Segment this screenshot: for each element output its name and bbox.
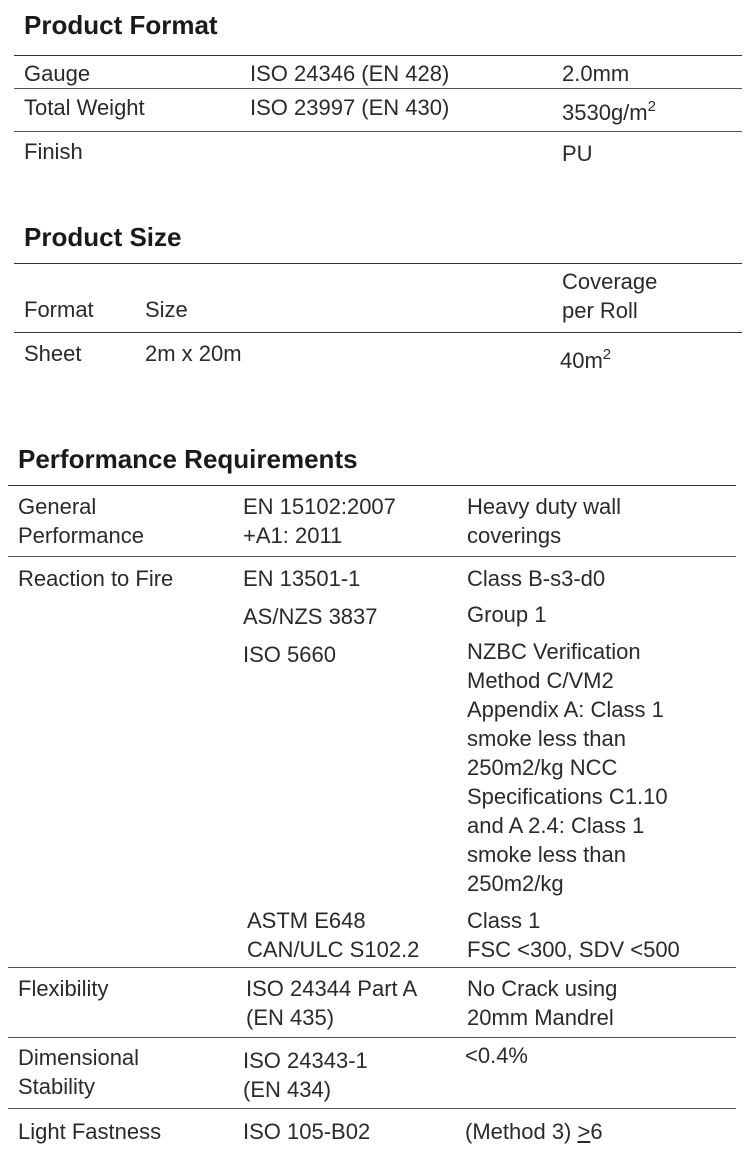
pf-gauge-label: Gauge	[24, 61, 91, 86]
performance-top-rule	[8, 485, 736, 486]
perf-fire-label: Reaction to Fire	[18, 566, 174, 591]
ps-header-rule	[14, 332, 742, 333]
perf-fire-std-as: AS/NZS 3837	[243, 604, 378, 629]
perf-row-divider	[8, 1108, 736, 1109]
ps-header-format: Format	[24, 297, 94, 322]
product-format-top-rule	[14, 55, 742, 56]
perf-light-label: Light Fastness	[18, 1119, 162, 1144]
perf-row-divider	[8, 1037, 736, 1038]
perf-dim-value: <0.4%	[465, 1043, 528, 1068]
ps-sheet-size: 2m x 20m	[145, 341, 242, 366]
pf-weight-value: $3530g/m^2$	[562, 98, 656, 125]
pf-weight-standard: ISO 23997 (EN 430)	[250, 95, 450, 120]
perf-fire-val-as: Group 1	[467, 602, 547, 627]
perf-fire-std-astm: ASTM E648 CAN/ULC S102.2	[247, 908, 420, 962]
perf-flex-value: No Crack using 20mm Mandrel	[467, 976, 618, 1030]
perf-fire-std-iso: ISO 5660	[243, 642, 336, 667]
perf-flex-standard: ISO 24344 Part A (EN 435)	[246, 976, 418, 1030]
perf-fire-std-en: EN 13501-1	[243, 566, 361, 591]
pf-gauge-value: 2.0mm	[562, 61, 630, 86]
perf-row-divider	[8, 967, 736, 968]
product-size-top-rule	[14, 263, 742, 264]
ps-header-coverage-2: per Roll	[562, 298, 638, 323]
product-format-title: Product Format	[24, 10, 218, 40]
pf-weight-label: Total Weight	[24, 95, 145, 120]
product-size-title: Product Size	[24, 222, 182, 252]
perf-light-value: (Method 3) >6	[465, 1119, 603, 1144]
pf-finish-value: PU	[562, 141, 593, 166]
ps-sheet-format: Sheet	[24, 341, 82, 366]
perf-dim-label: Dimensional Stability	[18, 1045, 140, 1099]
perf-flex-label: Flexibility	[18, 976, 109, 1001]
pf-row-divider	[14, 88, 742, 89]
perf-row-divider	[8, 556, 736, 557]
pf-finish-label: Finish	[24, 139, 83, 164]
pf-gauge-standard: ISO 24346 (EN 428)	[250, 61, 450, 86]
perf-general-standard: EN 15102:2007 +A1: 2011	[243, 494, 396, 548]
perf-general-label: General Performance	[18, 494, 144, 548]
perf-general-value: Heavy duty wall coverings	[467, 494, 622, 548]
ps-header-size: Size	[145, 297, 188, 322]
perf-light-standard: ISO 105-B02	[243, 1119, 371, 1144]
ps-header-coverage-1: Coverage	[562, 269, 658, 294]
pf-row-divider	[14, 131, 742, 132]
ps-sheet-coverage: $40m^2$	[560, 346, 612, 373]
perf-dim-standard: ISO 24343-1 (EN 434)	[243, 1048, 368, 1102]
perf-fire-val-astm: Class 1 FSC <300, SDV <500	[467, 908, 680, 962]
performance-title: Performance Requirements	[18, 444, 358, 474]
perf-fire-val-iso: NZBC Verification Method C/VM2 Appendix A: Class 1 smoke less than 250m2/kg NCC Specifications C1.10 and A 2.4: Class 1 smoke less than 250m2/kg	[467, 639, 668, 896]
perf-fire-val-en: Class B-s3-d0	[467, 566, 606, 591]
